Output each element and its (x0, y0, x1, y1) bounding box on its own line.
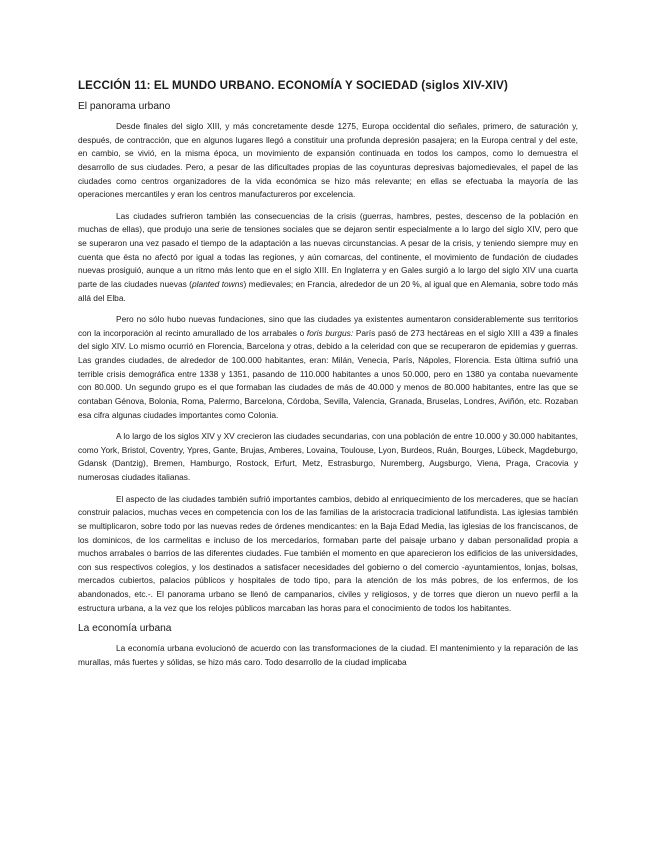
paragraph-3-text-a: Pero no sólo hubo nuevas fundaciones, sino que las ciudades ya existentes aumentaron considerablemente sus territorios con la incorporación al recinto amurallado de los arrabales o (78, 314, 578, 338)
paragraph-2-text-b: ) medievales; en Francia, alrededor de un 20 %, al igual que en Alemania, sobre todo más allá del Elba. (78, 278, 578, 303)
paragraph-3 (78, 313, 578, 422)
section-heading-urban-economy: La economía urbana (78, 623, 172, 635)
paragraph-3-text-b: París pasó de 273 hectáreas en el siglo XIII a 439 a finales del siglo XIV. Lo mismo ocurrió en Florencia, Barcelona y otras, debido a la celeridad con que se recuperaron de epidemias y guerras. Las grandes ciudades, de alrededor de 100.000 habitantes, eran: Milán, Venecia, París, Nápoles, Florencia. Esta última sufrió una terrible crisis demográfica entre 1338 y 1351, pasando de 110.000 habitantes a unos 50.000, pero en 1380 ya contaba nuevamente con 80.000. Un segundo grupo es el que formaban las ciudades de más de 40.000 y menos de 80.000 habitantes, entre las que se contaban Génova, Bolonia, Roma, Palermo, Barcelona, Córdoba, Sevilla, Valencia, Granada, Bruselas, Londres, Aviñón, etc. Rozaban esa cifra algunas ciudades importantes como Colonia. (78, 327, 578, 420)
paragraph-5: El aspecto de las ciudades también sufrió importantes cambios, debido al enriquecimiento de los mercaderes, que se hacían construir palacios, muchas veces en competencia con los de las familias de la aristocracia tradicional latifundista. Las iglesias también se multiplicaron, sobre todo por las nuevas redes de órdenes mendicantes: en la Baja Edad Media, las iglesias de los franciscanos, de los dominicos, de los carmelitas e incluso de los mercedarios, formaban parte del paisaje urbano y daban personalidad propia a muchos arrabales o barrios de las diferentes ciudades. Fue también el momento en que aparecieron los edificios de las universidades, con sus respectivos colegios, y los destinados a satisfacer necesidades del gobierno o del comercio -ayuntamientos, lonjas, bolsas, mercados cubiertos, palacios públicos y hospitales de todo tipo, para la atención de los más pobres, de los enfermos, de los abandonados, etc.-. El panorama urbano se llenó de campanarios, civiles y religiosos, y de torres que dieron un nuevo perfil a la estructura urbana, a la vez que los relojes públicos marcaban las horas para el conocimiento de todos los habitantes. (78, 493, 578, 613)
paragraph-3-italic-term: foris burgus: (306, 327, 354, 338)
lesson-title: LECCIÓN 11: EL MUNDO URBANO. ECONOMÍA Y SOCIEDAD (siglos XIV-XIV) (78, 79, 508, 92)
paragraph-2-italic-term: planted towns (191, 278, 244, 289)
paragraph-6: La economía urbana evolucionó de acuerdo con las transformaciones de la ciudad. El mantenimiento y la reparación de las murallas, más fuertes y sólidas, se hizo más caro. Todo desarrollo de la ciudad implicaba (78, 643, 578, 667)
section-heading-urban-panorama: El panorama urbano (78, 101, 171, 112)
paragraph-2 (78, 210, 578, 305)
paragraph-2-text-a: Las ciudades sufrieron también las consecuencias de la crisis (guerras, hambres, pestes, descenso de la población en muchas de ellas), que produjo una serie de tensiones sociales que se dejaron sentir especialmente a lo largo del siglo XIV, pero que se superaron una vez pasado el tiempo de la adaptación a las nuevas circunstancias. A pesar de la crisis, y teniendo siempre muy en cuenta que ésta no afectó por igual a todas las regiones, y aún comarcas, del continente, el movimiento de fundación de ciudades nuevas prosiguió, aunque a un ritmo más lento que en el siglo XIII. En Inglaterra y en Gales surgió a lo largo del siglo XIV una cuarta parte de las ciudades nuevas ( (78, 210, 578, 289)
document-body (78, 79, 578, 678)
paragraph-4: A lo largo de los siglos XIV y XV crecieron las ciudades secundarias, con una población de entre 10.000 y 30.000 habitantes, como York, Bristol, Coventry, Ypres, Gante, Brujas, Amberes, Lovaina, Toulouse, Lyon, Burdeos, Ruán, Bourges, Lübeck, Magdeburgo, Gdansk (Dantzig), Bremen, Hamburgo, Rostock, Erfurt, Metz, Estrasburgo, Nuremberg, Augsburgo, Viena, Praga, Cracovia y numerosas ciudades italianas. (78, 431, 578, 482)
paragraph-1: Desde finales del siglo XIII, y más concretamente desde 1275, Europa occidental dio señales, primero, de saturación y, después, de contracción, que en algunos lugares llegó a constituir una profunda depresión pasajera; en la Europa central y del este, en cambio, se vivió, en la misma época, un movimiento de expansión continuada en todos los campos, como lo demuestra el desarrollo de sus ciudades. Pero, a pesar de las dificultades propias de las coyunturas depresivas bajomedievales, el papel de las ciudades como centros organizadores de la vida económica se hizo más relevante; en ellas se efectuaba la mayoría de las operaciones mercantiles y eran los centros manufactureros por excelencia. (78, 121, 578, 200)
